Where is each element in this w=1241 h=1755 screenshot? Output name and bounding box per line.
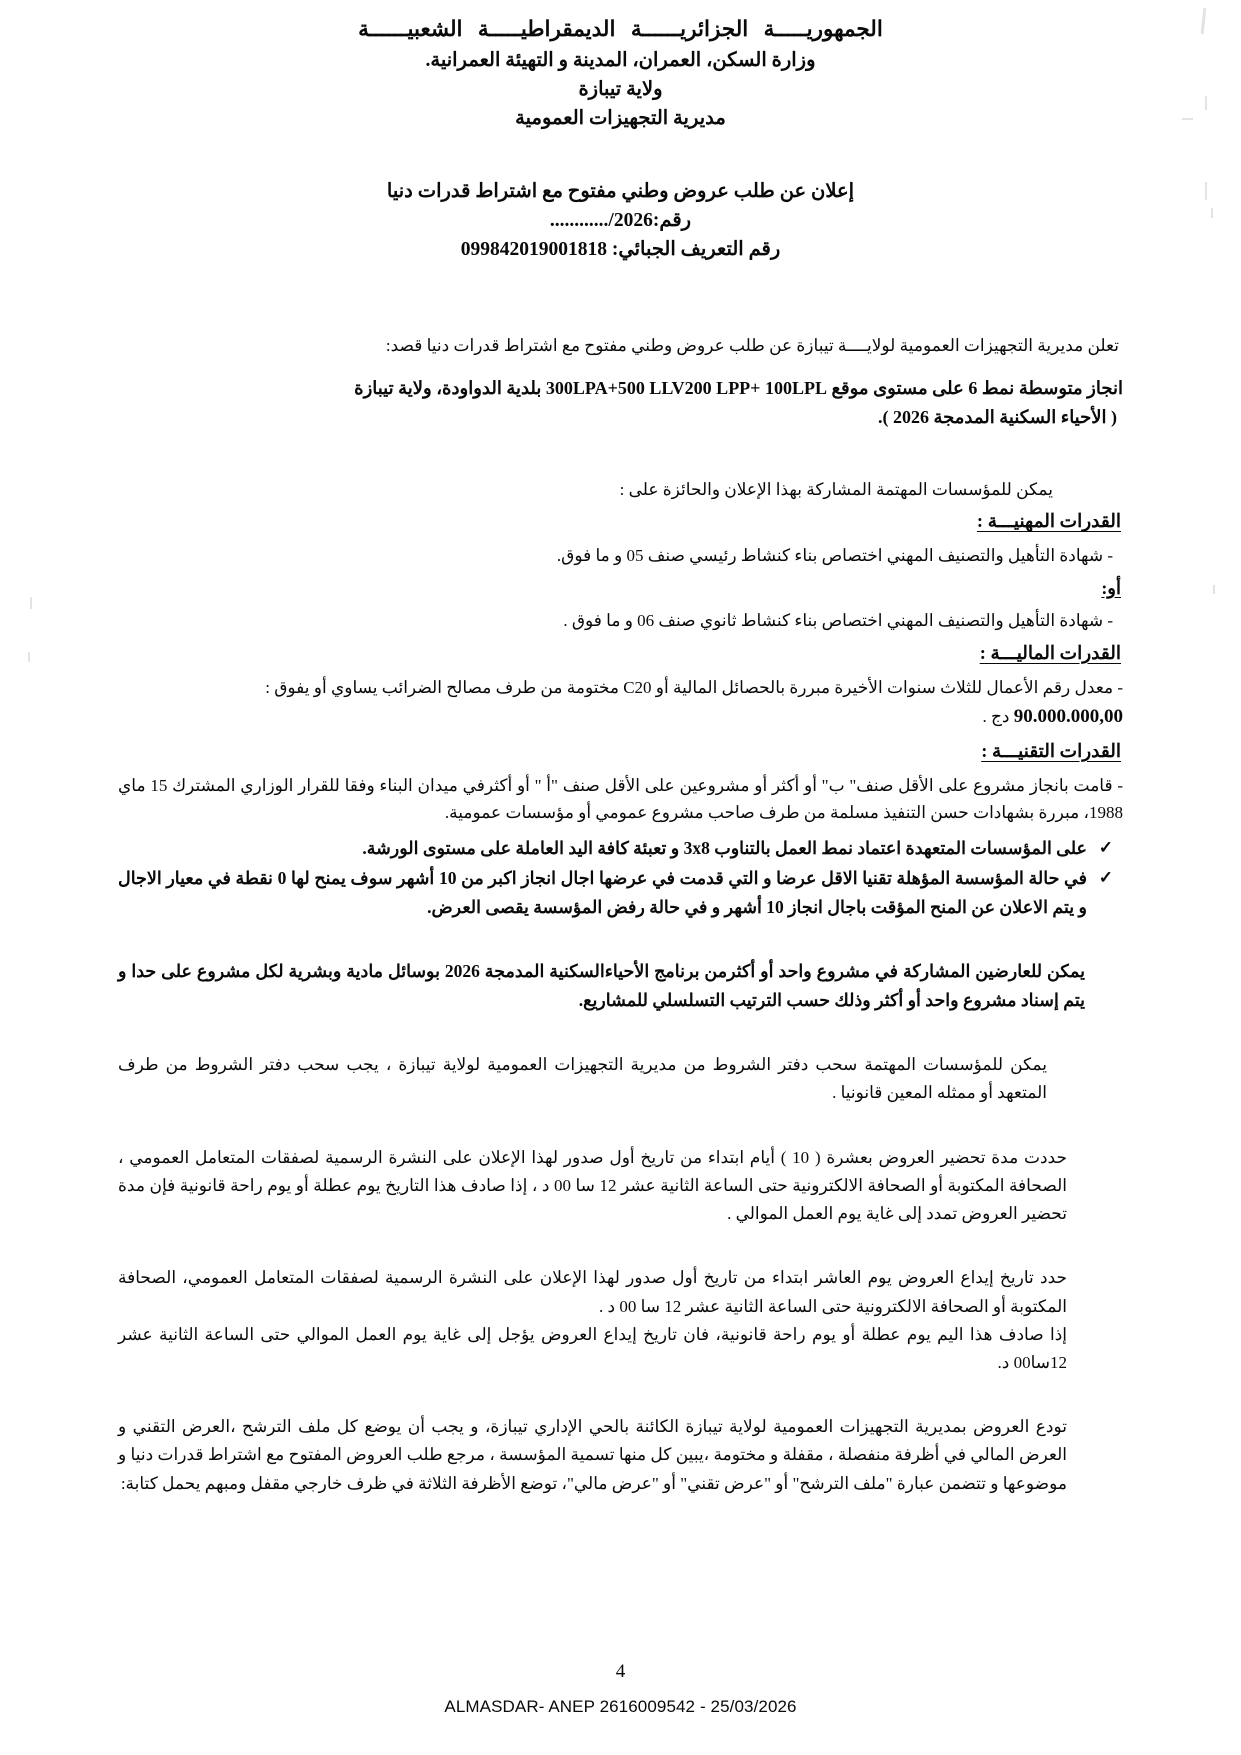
announcement-title-block: [118, 177, 1123, 265]
envelopes-paragraph: تودع العروض بمديرية التجهيزات العمومية لولاية تيبازة الكائنة بالحي الإداري تيبازة، و يجب أن يوضع كل ملف الترشح ،العرض التقني و العرض المالي في أظرفة منفصلة ، مقفلة و مختومة ،يبين كل منها تسمية المؤسسة ، مرجع طلب العروض المفتوح مع اشتراط قدرات دنيا و موضوعها و تتضمن عبارة "ملف الترشح" أو "عرض تقني" أو "عرض مالي"، توضع الأظرفة الثلاثة في ظرف خارجي مقفل ومبهم يحمل كتابة:: [118, 1417, 1067, 1493]
section-heading-financial-capacities: القدرات الماليـــة :: [979, 643, 1121, 664]
scan-artifact: [28, 652, 30, 662]
check-icon: ✓: [1098, 838, 1113, 858]
technical-capacity-paragraph: - قامت بانجاز مشروع على الأقل صنف" ب" أو أكثر أو مشروعين على الأقل صنف "أ " أو أكثرفي ميدان البناء وفقا للقرار الوزاري المشترك 15 ماي 1988، مبررة بشهادات حسن التنفيذ مسلمة من طرف صاحب مشروع عمومي أو مؤسسات عمومية.: [118, 775, 1124, 822]
header-wilaya: ولاية تيبازة: [578, 79, 663, 101]
scan-artifact: [1205, 96, 1207, 110]
intro-paragraph: تعلن مديرية التجهيزات العمومية لولايــــة تيبازة عن طلب عروض وطني مفتوح مع اشتراط قدرات دنيا قصد:: [385, 336, 1119, 356]
project-housing-codes: 300LPA+500 LLV200 LPP+ 100LPL: [545, 377, 827, 398]
section-heading-technical-capacities: القدرات التقنيـــة :: [981, 741, 1121, 762]
financial-capacity-amount-row: [118, 702, 1123, 733]
header-directorate: مديرية التجهيزات العمومية: [515, 107, 726, 129]
multi-project-paragraph: يمكن للعارضين المشاركة في مشروع واحد أو أكثرمن برنامج الأحياءالسكنية المدمجة 2026 بوسائل مادية وبشرية لكل مشروع على حدا و يتم إسناد مشروع واحد أو أكثر وذلك حسب الترتيب التسلسلي للمشاريع.: [118, 961, 1085, 1011]
tax-id-label: رقم التعريف الجبائي:: [611, 239, 781, 261]
footer-reference: ALMASDAR- ANEP 2616009542 - 25/03/2026: [444, 1697, 797, 1716]
technical-condition-text: في حالة المؤسسة المؤهلة تقنيا الاقل عرضا و التي قدمت في عرضها اجال انجاز اكبر من 10 أشهر سوف يمنح لها 0 نقطة في معيار الاجال و يتم الاعلان عن المنح المؤقت باجال انجاز 10 أشهر و في حالة رفض المؤسسة يقصى العرض.: [118, 868, 1087, 917]
project-prefix: انجاز متوسطة نمط: [981, 377, 1123, 398]
professional-capacity-item-2: - شهادة التأهيل والتصنيف المهني اختصاص بناء كنشاط ثانوي صنف 06 و ما فوق .: [563, 611, 1113, 630]
project-mid: على مستوى موقع: [831, 377, 964, 398]
header-republic: الجمهوريـــــة الجزائريــــــة الديمقراطيـــــة الشعبيــــــة: [358, 17, 883, 41]
financial-capacity-amount: 90.000.000,00: [1013, 706, 1123, 728]
tax-id-row: [118, 235, 1123, 264]
scan-artifact: [1182, 118, 1193, 120]
technical-condition-text: على المؤسسات المتعهدة اعتماد نمط العمل بالتناوب 3x8 و تعبئة كافة اليد العاملة على مستوى الورشة.: [362, 838, 1087, 859]
document-body: [118, 332, 1123, 1498]
announcement-title: إعلان عن طلب عروض وطني مفتوح مع اشتراط قدرات دنيا: [386, 180, 855, 202]
eligibility-intro: يمكن للمؤسسات المهتمة المشاركة بهذا الإعلان والحائزة على :: [619, 479, 1053, 499]
announcement-number-label: رقم:: [652, 209, 692, 231]
document-header: [118, 14, 1123, 133]
technical-condition-item: [118, 834, 1123, 862]
offer-preparation-paragraph: حددت مدة تحضير العروض بعشرة ( 10 ) أيام ابتداء من تاريخ أول صدور لهذا الإعلان على النشرة الرسمية لصفقات المتعامل العمومي ، الصحافة المكتوبة أو الصحافة الالكترونية حتى الساعة الثانية عشر 12 سا 00 د ، إذا صادف هذا التاريخ يوم عطلة أو يوم راحة قانونية فإن مدة تحضير العروض تمدد إلى غاية يوم العمل الموالي .: [118, 1147, 1067, 1224]
technical-condition-item: [118, 864, 1123, 921]
professional-capacity-or: أو:: [1101, 577, 1121, 598]
technical-conditions-list: [118, 834, 1123, 921]
project-type-number: 6: [968, 377, 978, 398]
project-suffix: بلدية الدواودة، ولاية تيبازة: [354, 377, 542, 398]
offer-deposit-note: إذا صادف هذا اليم يوم عطلة أو يوم راحة قانونية، فان تاريخ إيداع العروض يؤجل إلى غاية يوم العمل الموالي حتى الساعة الثانية عشر 12سا00 د.: [118, 1324, 1067, 1373]
scan-artifact: [1211, 208, 1213, 218]
financial-capacity-text: - معدل رقم الأعمال للثلاث سنوات الأخيرة مبررة بالحصائل المالية أو C20 مختومة من طرف مصالح الضرائب يساوي أو يفوق :: [265, 677, 1123, 697]
tax-id-value: 099842019001818: [460, 239, 607, 261]
announcement-number-value: ............/2026: [549, 209, 653, 231]
specifications-withdrawal-paragraph: يمكن للمؤسسات المهتمة سحب دفتر الشروط من مديرية التجهيزات العمومية لولاية تيبازة ، يجب سحب دفتر الشروط من طرف المتعهد أو ممثله المعين قانونيا .: [118, 1055, 1047, 1103]
offer-deposit-paragraph: حدد تاريخ إيداع العروض يوم العاشر ابتداء من تاريخ أول صدور لهذا الإعلان على النشرة الرسمية لصفقات المتعامل العمومي، الصحافة المكتوبة أو الصحافة الالكترونية حتى الساعة الثانية عشر 12 سا 00 د .: [118, 1268, 1067, 1316]
scan-artifact: [1213, 585, 1215, 594]
check-icon: ✓: [1098, 868, 1113, 888]
header-ministry: وزارة السكن، العمران، المدينة و التهيئة العمرانية.: [425, 49, 816, 71]
project-description-line: [118, 374, 1123, 403]
financial-capacity-currency: دج .: [982, 707, 1010, 727]
section-heading-professional-capacities: القدرات المهنيـــة :: [976, 512, 1121, 533]
announcement-number-row: [118, 206, 1123, 235]
document-footer: [0, 1661, 1241, 1717]
page-number: 4: [615, 1661, 626, 1682]
project-programme-line: ( الأحياء السكنية المدمجة 2026 ).: [877, 406, 1117, 427]
scan-artifact: [30, 597, 32, 609]
professional-capacity-item-1: - شهادة التأهيل والتصنيف المهني اختصاص بناء كنشاط رئيسي صنف 05 و ما فوق.: [556, 546, 1113, 566]
scan-artifact: [1205, 182, 1207, 200]
